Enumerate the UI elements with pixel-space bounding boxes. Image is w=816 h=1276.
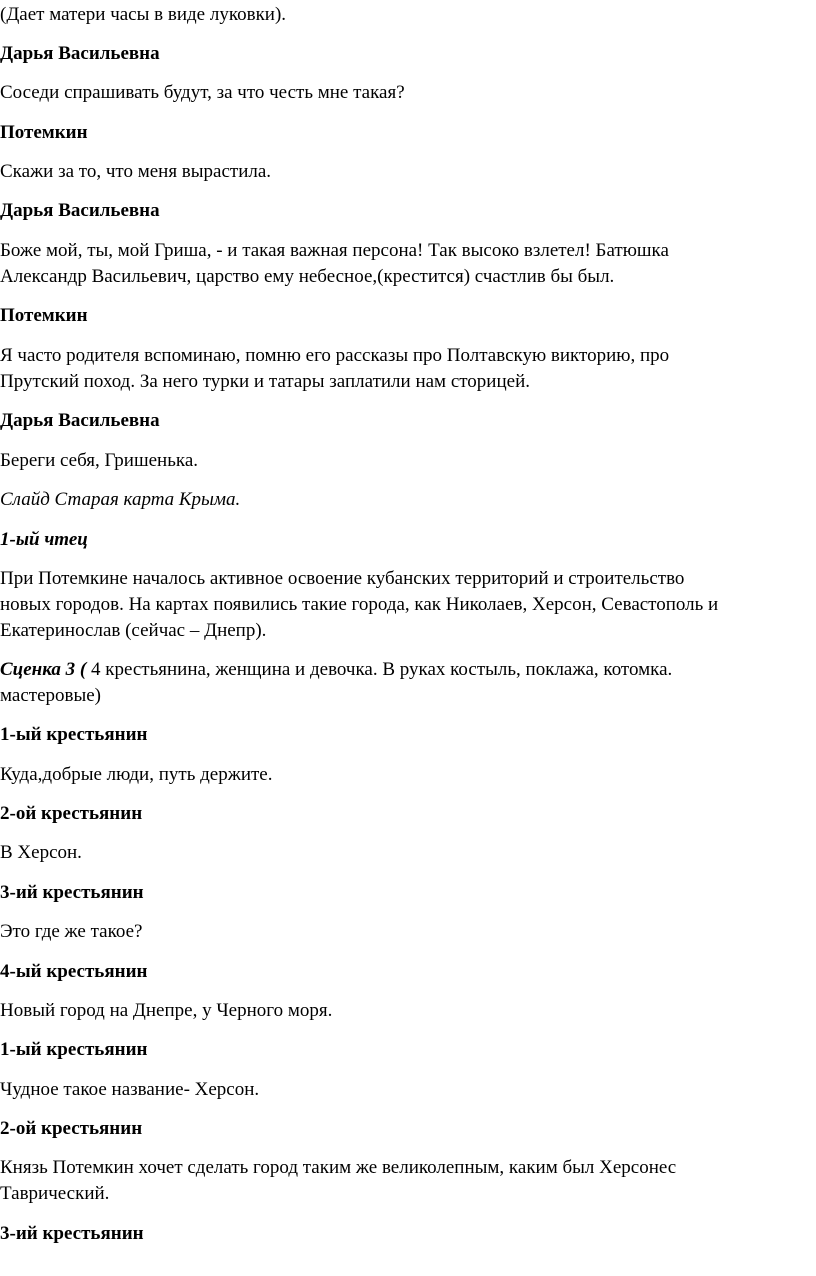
speaker-name: 1-ый крестьянин — [0, 724, 148, 745]
speaker-name: 2-ой крестьянин — [0, 803, 143, 824]
speech-line: Это где же такое? — [0, 921, 143, 942]
speech-line: Соседи спрашивать будут, за что честь мне такая? — [0, 82, 405, 103]
speaker-name: 4-ый крестьянин — [0, 961, 148, 982]
speech-line: Чудное такое название- Херсон. — [0, 1079, 260, 1100]
speech-line: Екатеринослав (сейчас – Днепр). — [0, 620, 267, 641]
speech-line: новых городов. На картах появились такие города, как Николаев, Херсон, Севастополь и — [0, 594, 719, 615]
speech-line: Береги себя, Гришенька. — [0, 450, 198, 471]
speaker-name: Дарья Васильевна — [0, 43, 160, 64]
speech-line: Новый город на Днепре, у Черного моря. — [0, 1000, 333, 1021]
speaker-name: Дарья Васильевна — [0, 410, 160, 431]
speech-line: Куда,добрые люди, путь держите. — [0, 764, 273, 785]
speech-line: Александр Васильевич, царство ему небесное,(крестится) счастлив бы был. — [0, 266, 615, 287]
speech-line: При Потемкине началось активное освоение кубанских территорий и строительство — [0, 568, 685, 589]
speaker-name: Дарья Васильевна — [0, 200, 160, 221]
speaker-name: 1-ый крестьянин — [0, 1039, 148, 1060]
speech-line: Князь Потемкин хочет сделать город таким же великолепным, каким был Херсонес — [0, 1157, 677, 1178]
stage-direction: (Дает матери часы в виде луковки). — [0, 4, 287, 25]
scene-line — [0, 683, 816, 709]
reader-name: 1-ый чтец — [0, 529, 88, 550]
speech-line: Скажи за то, что меня вырастила. — [0, 161, 272, 182]
speech-line: Таврический. — [0, 1183, 110, 1204]
speaker-name: Потемкин — [0, 122, 88, 143]
speech-line: В Херсон. — [0, 842, 82, 863]
scene-line — [0, 657, 816, 683]
speaker-name: 3-ий крестьянин — [0, 882, 144, 903]
scene-label: Сценка 3 ( — [0, 659, 87, 680]
slide-note: Слайд Старая карта Крыма. — [0, 489, 241, 510]
speaker-name: 3-ий крестьянин — [0, 1223, 144, 1244]
speaker-name: Потемкин — [0, 305, 88, 326]
speech-line: Боже мой, ты, мой Гриша, - и такая важная персона! Так высоко взлетел! Батюшка — [0, 240, 669, 261]
speech-line: Прутский поход. За него турки и татары заплатили нам сторицей. — [0, 371, 530, 392]
speaker-name: 2-ой крестьянин — [0, 1118, 143, 1139]
scene-description: 4 крестьянина, женщина и девочка. В руках костыль, поклажа, котомка. — [86, 659, 673, 680]
scene-description: мастеровые) — [0, 685, 101, 706]
speech-line: Я часто родителя вспоминаю, помню его рассказы про Полтавскую викторию, про — [0, 345, 670, 366]
